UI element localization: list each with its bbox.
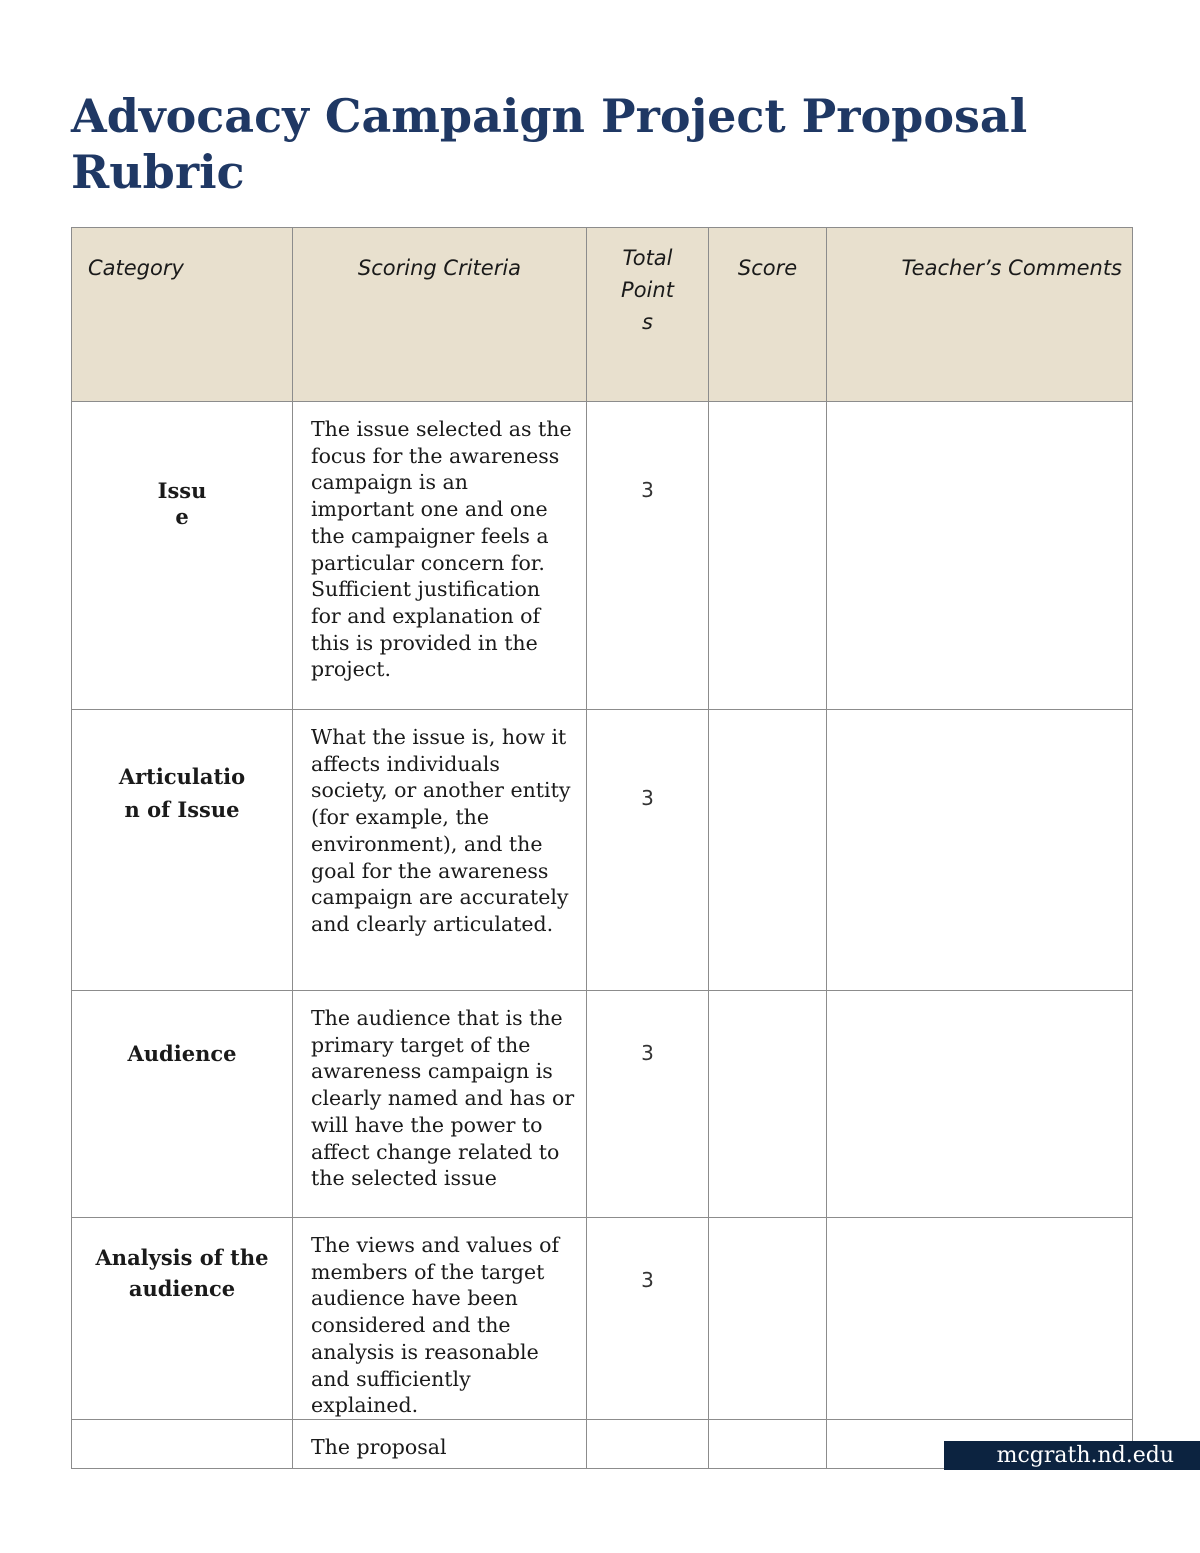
comments-cell[interactable] bbox=[827, 1218, 1133, 1420]
table-row bbox=[72, 991, 1133, 1218]
table-row bbox=[72, 402, 1133, 710]
category-cell bbox=[72, 1218, 293, 1420]
criteria-cell: The views and values of members of the target audience have been considered and the analysis is reasonable and sufficiently explained. bbox=[293, 1218, 587, 1420]
comments-cell[interactable] bbox=[827, 710, 1133, 991]
points-cell bbox=[587, 991, 709, 1218]
criteria-cell: The issue selected as the focus for the awareness campaign is an important one and one the campaigner feels a particular concern for. Sufficient justification for and explanation of this is provided in the project. bbox=[293, 402, 587, 710]
page-title: Advocacy Campaign Project Proposal Rubric bbox=[71, 89, 1028, 199]
score-cell[interactable] bbox=[709, 402, 827, 710]
header-teachers-comments: Teacher’s Comments bbox=[827, 228, 1133, 402]
category-label: Articulation of Issue bbox=[118, 764, 246, 822]
points-cell bbox=[587, 1218, 709, 1420]
header-scoring-criteria: Scoring Criteria bbox=[293, 228, 587, 402]
table-row bbox=[72, 710, 1133, 991]
score-cell[interactable] bbox=[709, 1420, 827, 1469]
criteria-cell: What the issue is, how it affects individuals society, or another entity (for example, the environment), and the goal for the awareness campaign are accurately and clearly articulated. bbox=[293, 710, 587, 991]
header-total-points bbox=[587, 228, 709, 402]
comments-cell[interactable] bbox=[827, 991, 1133, 1218]
points-value: 3 bbox=[641, 786, 654, 810]
points-cell bbox=[587, 710, 709, 991]
table-header-row bbox=[72, 228, 1133, 402]
header-category: Category bbox=[72, 228, 293, 402]
points-value: 3 bbox=[641, 1268, 654, 1292]
header-total-points-label: Total Points bbox=[621, 246, 674, 334]
comments-cell[interactable] bbox=[827, 402, 1133, 710]
points-cell bbox=[587, 1420, 709, 1469]
score-cell[interactable] bbox=[709, 710, 827, 991]
footer-site-badge: mcgrath.nd.edu bbox=[944, 1441, 1200, 1470]
criteria-cell: The proposal bbox=[293, 1420, 587, 1469]
table-row bbox=[72, 1218, 1133, 1420]
points-value: 3 bbox=[641, 478, 654, 502]
score-cell[interactable] bbox=[709, 991, 827, 1218]
score-cell[interactable] bbox=[709, 1218, 827, 1420]
category-label: Issue bbox=[157, 478, 207, 529]
category-label: Audience bbox=[127, 1041, 237, 1066]
category-cell bbox=[72, 710, 293, 991]
category-cell bbox=[72, 1420, 293, 1469]
rubric-table bbox=[71, 227, 1133, 1469]
header-score: Score bbox=[709, 228, 827, 402]
points-cell bbox=[587, 402, 709, 710]
category-cell bbox=[72, 991, 293, 1218]
criteria-cell: The audience that is the primary target of the awareness campaign is clearly named and has or will have the power to affect change related to the selected issue bbox=[293, 991, 587, 1218]
category-cell bbox=[72, 402, 293, 710]
points-value: 3 bbox=[641, 1041, 654, 1065]
category-label: Analysis of the audience bbox=[95, 1245, 269, 1301]
